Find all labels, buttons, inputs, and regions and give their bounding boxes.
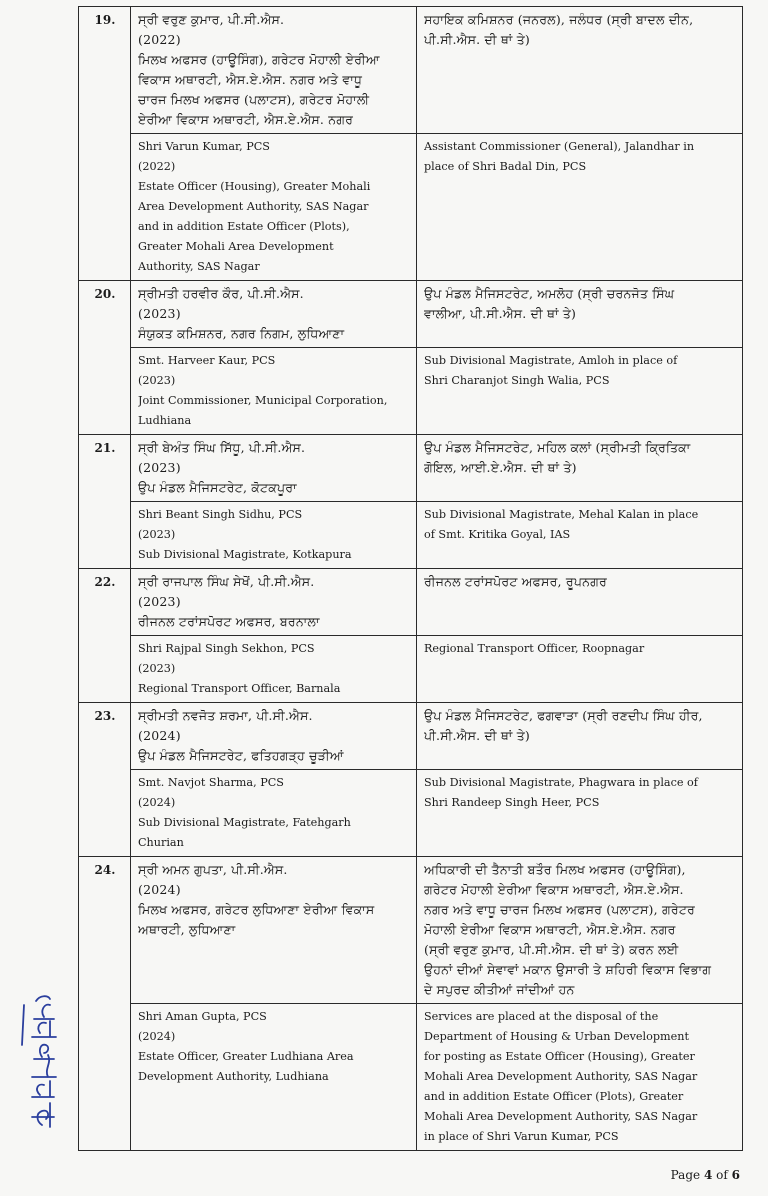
serial-number-cell	[79, 857, 131, 1151]
text-line: ਉਪ ਮੰਡਲ ਮੈਜਿਸਟਰੇਟ, ਫਤਿਹਗੜ੍ਹ ਚੂੜੀਆਂ	[138, 748, 344, 763]
page-number	[671, 1168, 740, 1182]
serial-number: 24.	[94, 863, 116, 877]
page-of: of	[716, 1168, 728, 1182]
officer-cell-english	[131, 770, 417, 857]
serial-number: 21.	[94, 441, 116, 455]
text-line: Shri Randeep Singh Heer, PCS	[424, 796, 600, 809]
posting-cell-english	[417, 134, 743, 281]
officer-cell-english	[131, 636, 417, 703]
order-row-punjabi	[79, 569, 743, 636]
posting-cell-english	[417, 770, 743, 857]
page-current: 4	[703, 1168, 713, 1182]
serial-number-cell	[79, 569, 131, 703]
text-line: (2023)	[138, 306, 181, 321]
posting-cell-english	[417, 502, 743, 569]
text-line: Smt. Navjot Sharma, PCS	[138, 776, 284, 789]
text-line: Shri Varun Kumar, PCS	[138, 140, 270, 153]
text-line: Churian	[138, 836, 184, 849]
order-row-english	[79, 770, 743, 857]
posting-cell-punjabi	[417, 569, 743, 636]
text-line: ਸ੍ਰੀਮਤੀ ਨਵਜੋਤ ਸ਼ਰਮਾ, ਪੀ.ਸੀ.ਐਸ.	[138, 708, 313, 723]
text-line: ਏਰੀਆ ਵਿਕਾਸ ਅਥਾਰਟੀ, ਐਸ.ਏ.ਐਸ. ਨਗਰ	[138, 112, 354, 127]
text-line: Joint Commissioner, Municipal Corporation,	[138, 394, 388, 407]
order-row-english	[79, 636, 743, 703]
text-line: ਮਿਲਖ ਅਫਸਰ (ਹਾਊਸਿੰਗ), ਗਰੇਟਰ ਮੋਹਾਲੀ ਏਰੀਆ	[138, 52, 380, 67]
text-line: Sub Divisional Magistrate, Amloh in place of	[424, 354, 678, 367]
text-line: Estate Officer, Greater Ludhiana Area	[138, 1050, 354, 1063]
text-line: (2023)	[138, 662, 176, 675]
text-line: Smt. Harveer Kaur, PCS	[138, 354, 276, 367]
posting-cell-punjabi	[417, 7, 743, 134]
text-line: (2022)	[138, 32, 181, 47]
text-line: ਮਿਲਖ ਅਫਸਰ, ਗਰੇਟਰ ਲੁਧਿਆਣਾ ਏਰੀਆ ਵਿਕਾਸ	[138, 902, 375, 917]
officer-cell-english	[131, 348, 417, 435]
page-total: 6	[731, 1168, 740, 1182]
text-line: Ludhiana	[138, 414, 192, 427]
text-line: (2023)	[138, 594, 181, 609]
text-line: ਸੰਯੁਕਤ ਕਮਿਸ਼ਨਰ, ਨਗਰ ਨਿਗਮ, ਲੁਧਿਆਣਾ	[138, 326, 345, 341]
text-line: (ਸ੍ਰੀ ਵਰੁਣ ਕੁਮਾਰ, ਪੀ.ਸੀ.ਐਸ. ਦੀ ਥਾਂ ਤੇ) ਕਰਨ ਲਈ	[424, 942, 679, 957]
posting-cell-punjabi	[417, 281, 743, 348]
text-line: ਉਪ ਮੰਡਲ ਮੈਜਿਸਟਰੇਟ, ਫਗਵਾੜਾ (ਸ੍ਰੀ ਰਣਦੀਪ ਸਿੰਘ ਹੀਰ,	[424, 708, 703, 723]
text-line: ਸ੍ਰੀਮਤੀ ਹਰਵੀਰ ਕੌਰ, ਪੀ.ਸੀ.ਐਸ.	[138, 286, 304, 301]
order-row-punjabi	[79, 7, 743, 134]
order-row-punjabi	[79, 703, 743, 770]
officer-cell-punjabi	[131, 569, 417, 636]
order-row-english	[79, 1004, 743, 1151]
text-line: (2024)	[138, 1030, 176, 1043]
posting-cell-english	[417, 636, 743, 703]
posting-cell-punjabi	[417, 435, 743, 502]
text-line: Sub Divisional Magistrate, Mehal Kalan in place	[424, 508, 699, 521]
text-line: ਦੇ ਸਪੁਰਦ ਕੀਤੀਆਂ ਜਾਂਦੀਆਂ ਹਨ	[424, 982, 575, 997]
text-line: ਉਪ ਮੰਡਲ ਮੈਜਿਸਟਰੇਟ, ਮਹਿਲ ਕਲਾਂ (ਸ੍ਰੀਮਤੀ ਕ੍ਰਿਤਿਕਾ	[424, 440, 691, 455]
officer-cell-punjabi	[131, 435, 417, 502]
text-line: ਉਹਨਾਂ ਦੀਆਂ ਸੇਵਾਵਾਂ ਮਕਾਨ ਉਸਾਰੀ ਤੇ ਸ਼ਹਿਰੀ ਵਿਕਾਸ ਵਿਭਾਗ	[424, 962, 712, 977]
serial-number: 20.	[94, 287, 116, 301]
posting-cell-punjabi	[417, 703, 743, 770]
serial-number-cell	[79, 703, 131, 857]
text-line: and in addition Estate Officer (Plots),	[138, 220, 350, 233]
text-line: ਪੀ.ਸੀ.ਐਸ. ਦੀ ਥਾਂ ਤੇ)	[424, 32, 530, 47]
serial-number-cell	[79, 281, 131, 435]
text-line: ਮੋਹਾਲੀ ਏਰੀਆ ਵਿਕਾਸ ਅਥਾਰਟੀ, ਐਸ.ਏ.ਐਸ. ਨਗਰ	[424, 922, 676, 937]
officer-cell-english	[131, 1004, 417, 1151]
officer-cell-punjabi	[131, 857, 417, 1004]
text-line: ਨਗਰ ਅਤੇ ਵਾਧੂ ਚਾਰਜ ਮਿਲਖ ਅਫਸਰ (ਪਲਾਟਸ), ਗਰੇਟਰ	[424, 902, 695, 917]
text-line: Sub Divisional Magistrate, Kotkapura	[138, 548, 352, 561]
text-line: ਸ੍ਰੀ ਅਮਨ ਗੁਪਤਾ, ਪੀ.ਸੀ.ਐਸ.	[138, 862, 288, 877]
text-line: Mohali Area Development Authority, SAS Nagar	[424, 1070, 698, 1083]
officer-cell-english	[131, 134, 417, 281]
serial-number-cell	[79, 435, 131, 569]
text-line: ਪੀ.ਸੀ.ਐਸ. ਦੀ ਥਾਂ ਤੇ)	[424, 728, 530, 743]
serial-number: 23.	[94, 709, 116, 723]
officer-cell-punjabi	[131, 281, 417, 348]
text-line: Authority, SAS Nagar	[138, 260, 260, 273]
text-line: Services are placed at the disposal of the	[424, 1010, 659, 1023]
text-line: (2024)	[138, 728, 181, 743]
text-line: ਗੋਇਲ, ਆਈ.ਏ.ਐਸ. ਦੀ ਥਾਂ ਤੇ)	[424, 460, 577, 475]
text-line: (2022)	[138, 160, 176, 173]
text-line: ਅਥਾਰਟੀ, ਲੁਧਿਆਣਾ	[138, 922, 236, 937]
text-line: and in addition Estate Officer (Plots), Greater	[424, 1090, 684, 1103]
text-line: (2024)	[138, 796, 176, 809]
text-line: in place of Shri Varun Kumar, PCS	[424, 1130, 619, 1143]
text-line: Shri Beant Singh Sidhu, PCS	[138, 508, 303, 521]
table-body	[79, 7, 743, 1151]
serial-number: 22.	[94, 575, 116, 589]
text-line: Department of Housing & Urban Development	[424, 1030, 689, 1043]
text-line: ਗਰੇਟਰ ਮੋਹਾਲੀ ਏਰੀਆ ਵਿਕਾਸ ਅਥਾਰਟੀ, ਐਸ.ਏ.ਐਸ.	[424, 882, 684, 897]
order-row-punjabi	[79, 281, 743, 348]
officer-cell-punjabi	[131, 7, 417, 134]
order-row-punjabi	[79, 435, 743, 502]
order-row-punjabi	[79, 857, 743, 1004]
serial-number: 19.	[94, 13, 116, 27]
text-line: ਉਪ ਮੰਡਲ ਮੈਜਿਸਟਰੇਟ, ਕੋਟਕਪੂਰਾ	[138, 480, 297, 495]
text-line: ਚਾਰਜ ਮਿਲਖ ਅਫਸਰ (ਪਲਾਟਸ), ਗਰੇਟਰ ਮੋਹਾਲੀ	[138, 92, 370, 107]
text-line: ਵਾਲੀਆ, ਪੀ.ਸੀ.ਐਸ. ਦੀ ਥਾਂ ਤੇ)	[424, 306, 577, 321]
text-line: Sub Divisional Magistrate, Fatehgarh	[138, 816, 351, 829]
page-label: Page	[670, 1168, 701, 1182]
text-line: of Smt. Kritika Goyal, IAS	[424, 528, 571, 541]
officer-cell-punjabi	[131, 703, 417, 770]
posting-cell-punjabi	[417, 857, 743, 1004]
text-line: ਰੀਜਨਲ ਟਰਾਂਸਪੋਰਟ ਅਫਸਰ, ਰੂਪਨਗਰ	[424, 574, 607, 589]
handwritten-signature	[10, 985, 70, 1135]
text-line: Shri Rajpal Singh Sekhon, PCS	[138, 642, 315, 655]
officer-cell-english	[131, 502, 417, 569]
order-row-english	[79, 348, 743, 435]
text-line: Greater Mohali Area Development	[138, 240, 334, 253]
text-line: for posting as Estate Officer (Housing), Greater	[424, 1050, 695, 1063]
text-line: (2023)	[138, 528, 176, 541]
text-line: Estate Officer (Housing), Greater Mohali	[138, 180, 371, 193]
text-line: ਅਧਿਕਾਰੀ ਦੀ ਤੈਨਾਤੀ ਬਤੌਰ ਮਿਲਖ ਅਫਸਰ (ਹਾਊਸਿੰਗ),	[424, 862, 686, 877]
text-line: Shri Charanjot Singh Walia, PCS	[424, 374, 610, 387]
text-line: (2023)	[138, 460, 181, 475]
text-line: ਵਿਕਾਸ ਅਥਾਰਟੀ, ਐਸ.ਏ.ਐਸ. ਨਗਰ ਅਤੇ ਵਾਧੂ	[138, 72, 363, 87]
text-line: Shri Aman Gupta, PCS	[138, 1010, 267, 1023]
text-line: (2024)	[138, 882, 181, 897]
text-line: Sub Divisional Magistrate, Phagwara in place of	[424, 776, 698, 789]
text-line: Mohali Area Development Authority, SAS Nagar	[424, 1110, 698, 1123]
text-line: ਰੀਜਨਲ ਟਰਾਂਸਪੋਰਟ ਅਫਸਰ, ਬਰਨਾਲਾ	[138, 614, 320, 629]
serial-number-cell	[79, 7, 131, 281]
text-line: ਉਪ ਮੰਡਲ ਮੈਜਿਸਟਰੇਟ, ਅਮਲੋਹ (ਸ੍ਰੀ ਚਰਨਜੋਤ ਸਿੰਘ	[424, 286, 675, 301]
text-line: ਸ੍ਰੀ ਰਾਜਪਾਲ ਸਿੰਘ ਸੇਖੋਂ, ਪੀ.ਸੀ.ਐਸ.	[138, 574, 315, 589]
text-line: Area Development Authority, SAS Nagar	[138, 200, 369, 213]
posting-cell-english	[417, 1004, 743, 1151]
text-line: ਸਹਾਇਕ ਕਮਿਸ਼ਨਰ (ਜਨਰਲ), ਜਲੰਧਰ (ਸ੍ਰੀ ਬਾਦਲ ਦੀਨ,	[424, 12, 694, 27]
text-line: ਸ੍ਰੀ ਵਰੁਣ ਕੁਮਾਰ, ਪੀ.ਸੀ.ਐਸ.	[138, 12, 285, 27]
text-line: Regional Transport Officer, Barnala	[138, 682, 341, 695]
posting-cell-english	[417, 348, 743, 435]
order-row-english	[79, 134, 743, 281]
text-line: Development Authority, Ludhiana	[138, 1070, 329, 1083]
order-row-english	[79, 502, 743, 569]
signature-icon	[10, 985, 70, 1135]
text-line: Regional Transport Officer, Roopnagar	[424, 642, 645, 655]
transfer-orders-table	[78, 6, 743, 1151]
text-line: Assistant Commissioner (General), Jalandhar in	[424, 140, 695, 153]
text-line: (2023)	[138, 374, 176, 387]
text-line: place of Shri Badal Din, PCS	[424, 160, 587, 173]
text-line: ਸ੍ਰੀ ਬੇਅੰਤ ਸਿੰਘ ਸਿੱਧੂ, ਪੀ.ਸੀ.ਐਸ.	[138, 440, 306, 455]
